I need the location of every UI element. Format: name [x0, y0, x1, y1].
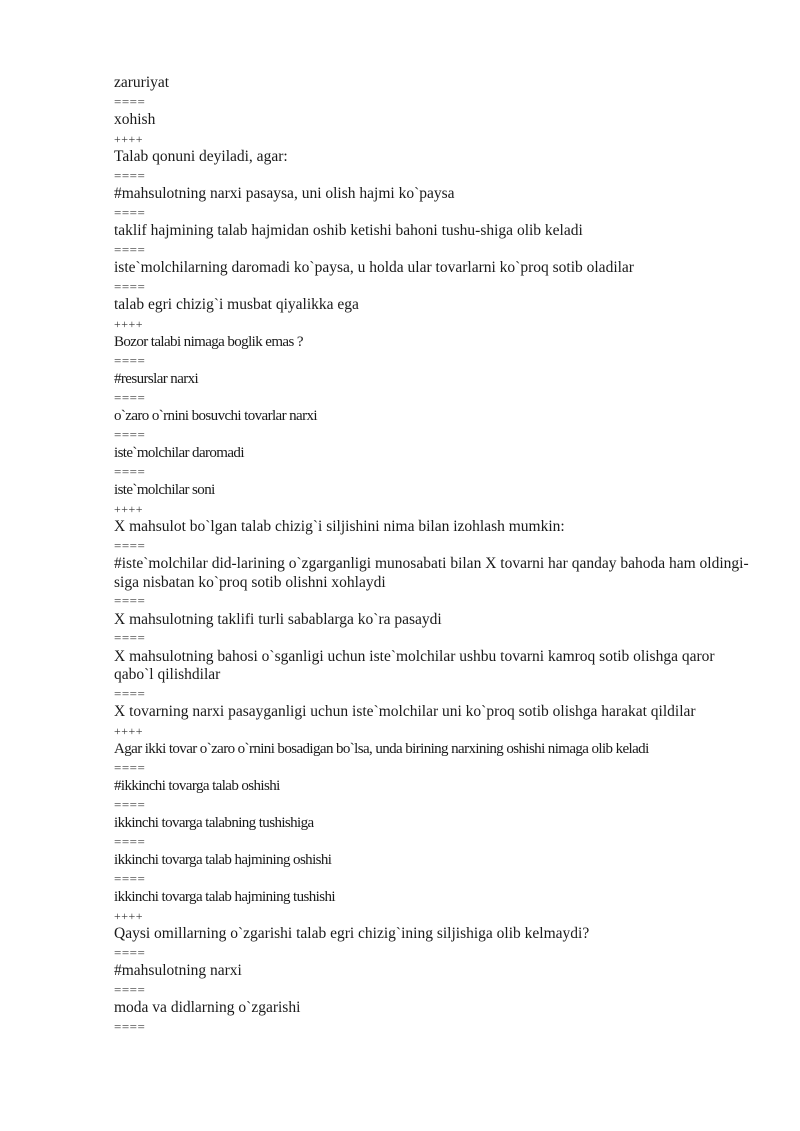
separator-equals: ====: [114, 241, 146, 257]
text-line: X mahsulot bo`lgan talab chizig`i siljishini nima bilan izohlash mumkin:: [114, 518, 565, 535]
separator-equals: ====: [114, 204, 146, 220]
text-line: ikkinchi tovarga talab hajmining oshishi: [114, 852, 332, 868]
separator-equals: ====: [114, 352, 146, 368]
text-line: #resurslar narxi: [114, 371, 199, 387]
separator-equals: ====: [114, 167, 146, 183]
text-line: iste`molchilar soni: [114, 482, 215, 498]
separator-equals: ====: [114, 944, 146, 960]
text-line: Qaysi omillarning o`zgarishi talab egri chizig`ining siljishiga olib kelmaydi?: [114, 925, 590, 942]
text-line: X mahsulotning bahosi o`sganligi uchun iste`molchilar ushbu tovarni kamroq sotib olishga qaror qabo`l qilishdilar: [114, 647, 715, 683]
separator-equals: ====: [114, 796, 146, 812]
separator-equals: ====: [114, 630, 146, 645]
separator-equals: ====: [114, 463, 146, 479]
separator-equals: ====: [114, 685, 146, 701]
text-line: Agar ikki tovar o`zaro o`rnini bosadigan bo`lsa, unda birining narxining oshishi nimaga olib keladi: [114, 741, 649, 757]
separator-plus: ++++: [114, 908, 144, 923]
text-line: iste`molchilarning daromadi ko`paysa, u holda ular tovarlarni ko`proq sotib oladilar: [114, 259, 634, 276]
text-line: iste`molchilar daromadi: [114, 445, 244, 461]
text-line: X mahsulotning taklifi turli sabablarga ko`ra pasaydi: [114, 610, 442, 628]
text-line: #ikkinchi tovarga talab oshishi: [114, 778, 280, 794]
separator-equals: ====: [114, 981, 146, 997]
text-line: o`zaro o`rnini bosuvchi tovarlar narxi: [114, 408, 317, 424]
text-line: ikkinchi tovarga talabning tushishiga: [114, 815, 314, 831]
separator-equals: ====: [114, 93, 146, 109]
separator-equals: ====: [114, 593, 146, 608]
separator-equals: ====: [114, 426, 146, 442]
separator-equals: ====: [114, 833, 146, 849]
text-line: taklif hajmining talab hajmidan oshib ketishi bahoni tushu-shiga olib keladi: [114, 222, 583, 239]
document-page: [114, 74, 754, 1036]
text-line: #mahsulotning narxi pasaysa, uni olish hajmi ko`paysa: [114, 185, 455, 202]
separator-equals: ====: [114, 389, 146, 405]
text-line: moda va didlarning o`zgarishi: [114, 999, 301, 1016]
text-line: talab egri chizig`i musbat qiyalikka ega: [114, 296, 359, 313]
separator-plus: ++++: [114, 316, 144, 331]
separator-equals: ====: [114, 870, 146, 886]
text-line: Talab qonuni deyiladi, agar:: [114, 148, 288, 165]
text-line: ikkinchi tovarga talab hajmining tushishi: [114, 889, 335, 905]
text-line: X tovarning narxi pasayganligi uchun iste`molchilar uni ko`proq sotib olishga harakat qildilar: [114, 703, 696, 720]
separator-equals: ====: [114, 278, 146, 294]
text-line: #mahsulotning narxi: [114, 962, 242, 979]
separator-plus: ++++: [114, 131, 144, 146]
text-line: zaruriyat: [114, 74, 170, 91]
separator-equals: ====: [114, 537, 146, 553]
separator-equals: ====: [114, 759, 146, 775]
text-line: xohish: [114, 111, 156, 128]
separator-equals: ====: [114, 1018, 146, 1034]
separator-plus: ++++: [114, 501, 144, 516]
text-line: Bozor talabi nimaga boglik emas ?: [114, 334, 303, 350]
text-line: #iste`molchilar did-larining o`zgarganligi munosabati bilan X tovarni har qanday bahoda ham oldingi-siga nisbatan ko`proq sotib olishni xohlaydi: [114, 555, 749, 591]
separator-plus: ++++: [114, 723, 144, 738]
